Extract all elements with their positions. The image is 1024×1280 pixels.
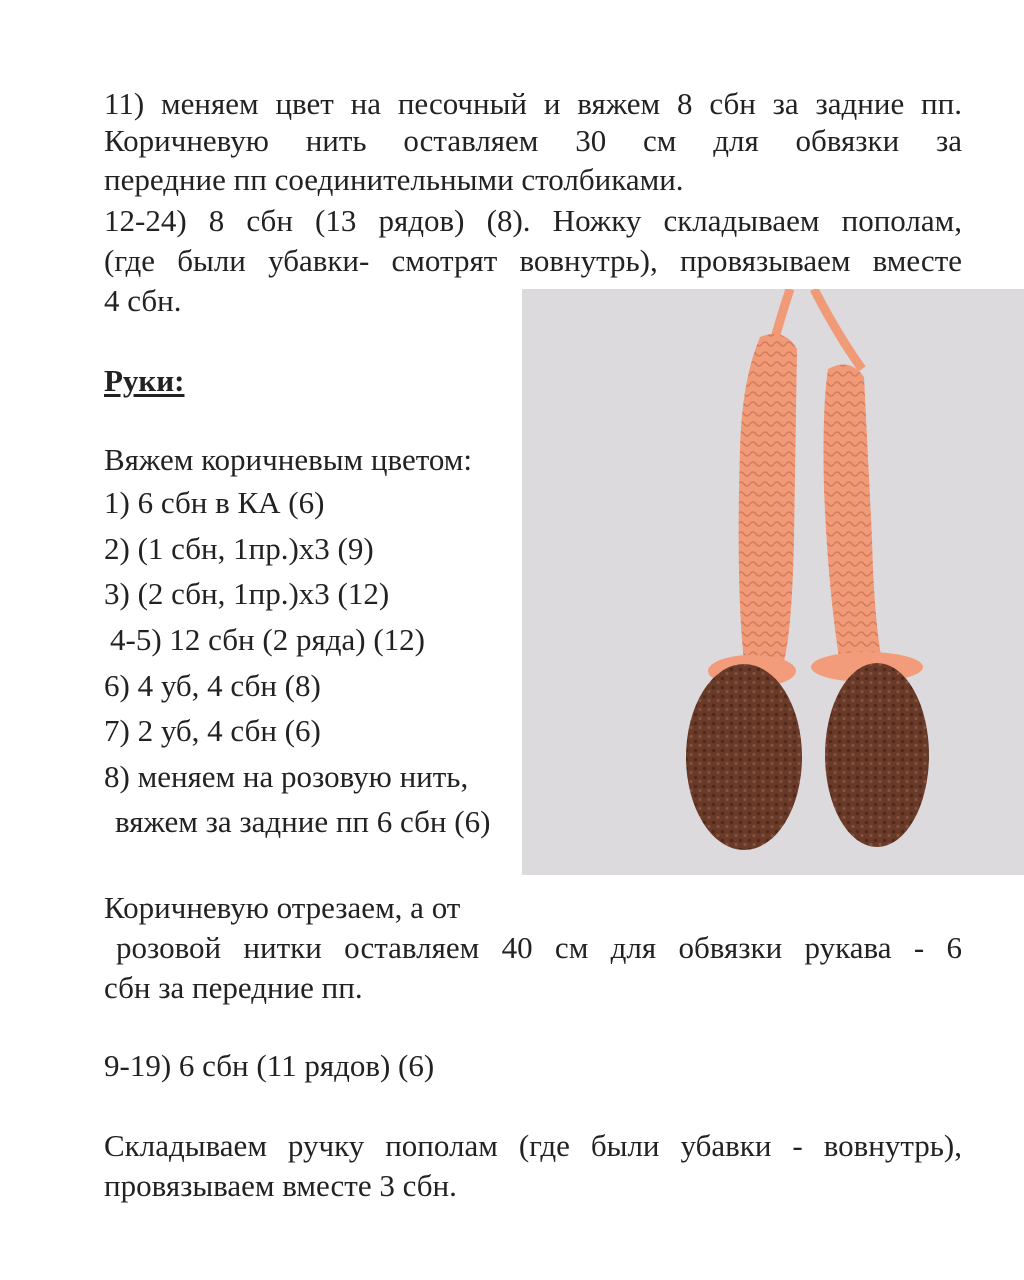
left-hand — [686, 664, 802, 850]
arm-row: 1) 6 сбн в КА (6) — [104, 485, 325, 520]
cut-line3: сбн за передние пп. — [104, 970, 363, 1005]
arm-row: 7) 2 уб, 4 сбн (6) — [104, 713, 321, 748]
cut-line2: розовой нитки оставляем 40 см для обвязки рукава - 6 — [116, 930, 962, 965]
row11-line1: 11) меняем цвет на песочный и вяжем 8 сбн за задние пп. — [104, 86, 962, 121]
row11-line3: передние пп соединительными столбиками. — [104, 162, 684, 197]
arm-row: 3) (2 сбн, 1пр.)х3 (12) — [104, 576, 390, 611]
fold-line1: Складываем ручку пополам (где были убавки - вовнутрь), — [104, 1128, 962, 1163]
arm-row: 2) (1 сбн, 1пр.)х3 (9) — [104, 531, 374, 566]
right-hand — [825, 663, 929, 847]
cut-line1: Коричневую отрезаем, а от — [104, 890, 461, 925]
arms-heading: Руки: — [104, 363, 185, 398]
arm-row: 4-5) 12 сбн (2 ряда) (12) — [110, 622, 425, 657]
row12-line1: 12-24) 8 сбн (13 рядов) (8). Ножку складываем пополам, — [104, 203, 962, 238]
row11-line2: Коричневую нить оставляем 30 см для обвязки за — [104, 123, 962, 158]
left-arm-sleeve — [739, 334, 797, 661]
rows-9-19: 9-19) 6 сбн (11 рядов) (6) — [104, 1048, 435, 1083]
arms-intro: Вяжем коричневым цветом: — [104, 442, 473, 477]
arm-row: вяжем за задние пп 6 сбн (6) — [115, 804, 491, 839]
fold-line2: провязываем вместе 3 сбн. — [104, 1168, 457, 1203]
arm-row: 8) меняем на розовую нить, — [104, 759, 469, 794]
crochet-arms-photo — [522, 289, 1024, 875]
row12-line2: (где были убавки- смотрят вовнутрь), провязываем вместе — [104, 243, 962, 278]
arm-row: 6) 4 уб, 4 сбн (8) — [104, 668, 321, 703]
row12-line3: 4 сбн. — [104, 283, 182, 318]
